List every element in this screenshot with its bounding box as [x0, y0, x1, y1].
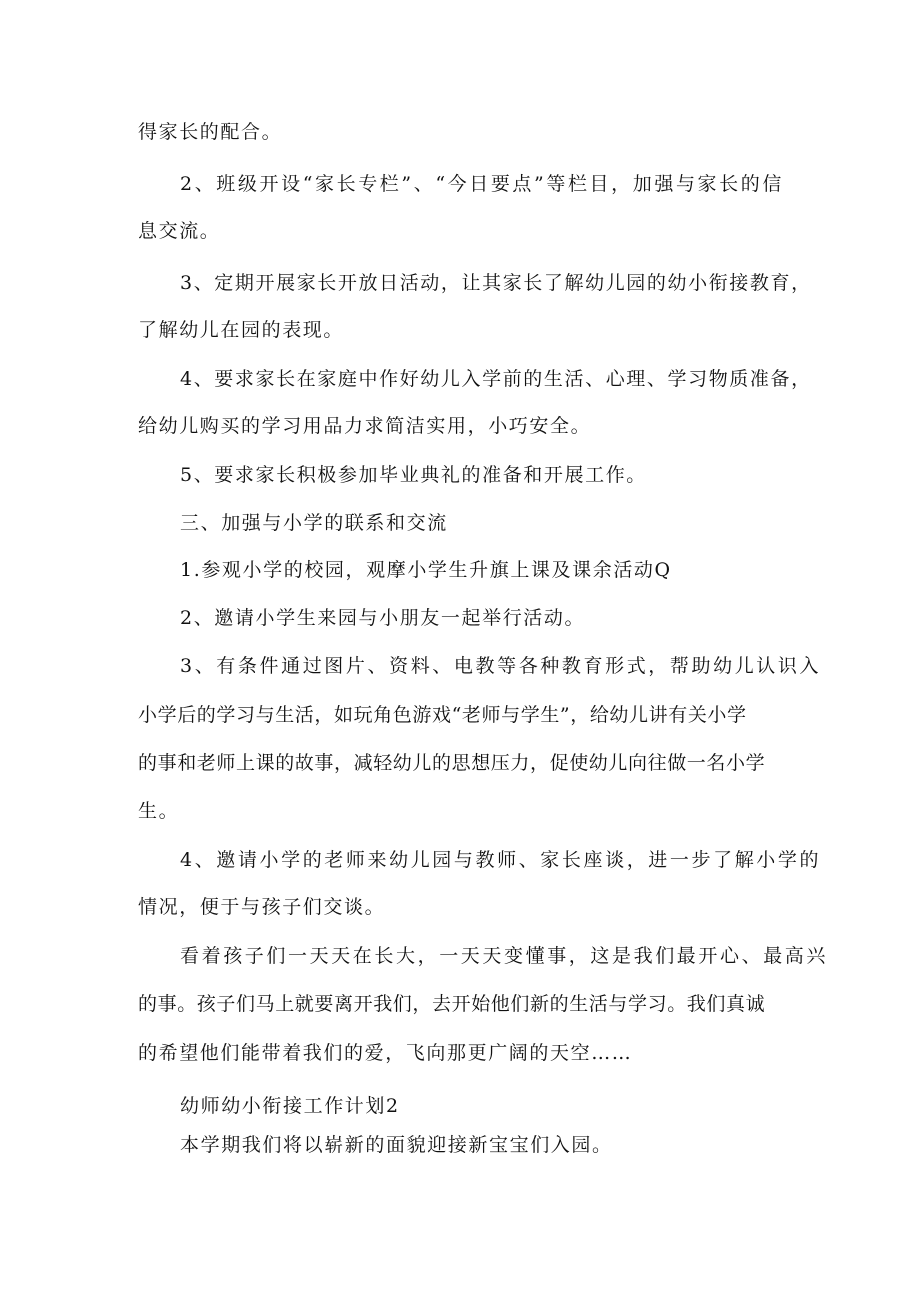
text-line: 5、要求家长积极参加毕业典礼的准备和开展工作。 [180, 464, 647, 486]
text-line: 看着孩子们一天天在长大，一天天变懂事，这是我们最开心、最高兴 [180, 945, 829, 967]
text-line: 4、邀请小学的老师来幼儿园与教师、家长座谈，进一步了解小学的 [180, 849, 822, 871]
text-line: 1.参观小学的校园，观摩小学生升旗上课及课余活动Q [180, 559, 672, 581]
text-line: 了解幼儿在园的表现。 [138, 319, 345, 341]
text-line: 息交流。 [138, 220, 221, 242]
text-line: 小学后的学习与生活，如玩角色游戏“老师与学生”，给幼儿讲有关小学 [138, 704, 747, 726]
text-line: 的希望他们能带着我们的爱，飞向那更广阔的天空…… [138, 1042, 633, 1064]
text-line: 2、班级开设“家长专栏”、“今日要点”等栏目，加强与家长的信 [180, 173, 784, 195]
text-line: 3、有条件通过图片、资料、电教等各种教育形式，帮助幼儿认识入 [180, 655, 822, 677]
text-line: 得家长的配合。 [138, 121, 283, 143]
document-title: 幼师幼小衔接工作计划2 [180, 1095, 400, 1117]
section-heading: 三、加强与小学的联系和交流 [180, 512, 448, 534]
text-line: 生。 [138, 800, 180, 822]
text-line: 给幼儿购买的学习用品力求简洁实用，小巧安全。 [138, 415, 592, 437]
text-line: 的事。孩子们马上就要离开我们，去开始他们新的生活与学习。我们真诚 [138, 993, 766, 1015]
text-line: 本学期我们将以崭新的面貌迎接新宝宝们入园。 [180, 1134, 613, 1156]
text-line: 3、定期开展家长开放日活动，让其家长了解幼儿园的幼小衔接教育， [180, 272, 812, 294]
text-line: 2、邀请小学生来园与小朋友一起举行活动。 [180, 607, 586, 629]
text-line: 4、要求家长在家庭中作好幼儿入学前的生活、心理、学习物质准备， [180, 368, 812, 390]
text-line: 情况，便于与孩子们交谈。 [138, 896, 386, 918]
text-line: 的事和老师上课的故事，减轻幼儿的思想压力，促使幼儿向往做一名小学 [138, 752, 766, 774]
